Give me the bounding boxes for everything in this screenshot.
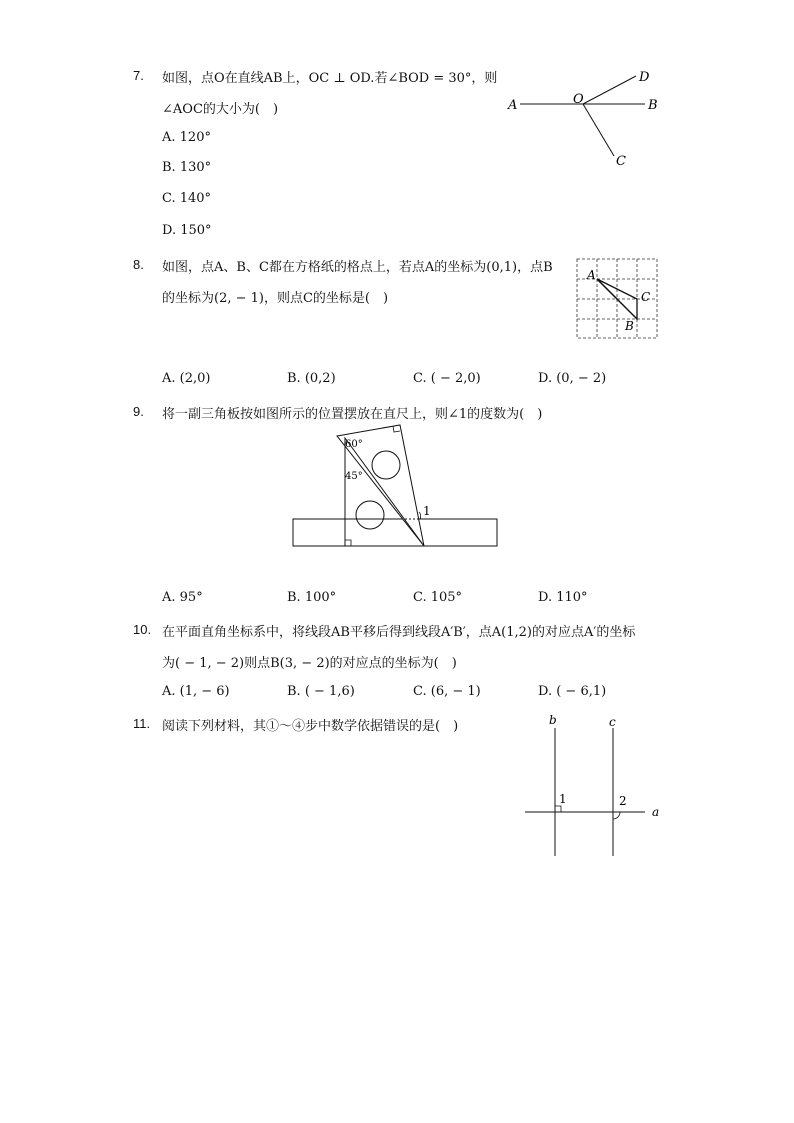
question-text-line: 为( − 1, − 2)则点B(3, − 2)的对应点的坐标为( ) [162, 656, 457, 671]
option-b[interactable]: B. 100° [287, 590, 337, 605]
question-text-line: 阅读下列材料，其①～④步中数学依据错误的是( ) [162, 719, 459, 734]
option-d[interactable]: D. (0, − 2) [538, 371, 607, 386]
question-text-line: 将一副三角板按如图所示的位置摆放在直尺上，则∠1的度数为( ) [162, 407, 543, 422]
option-b[interactable]: B. ( − 1,6) [287, 684, 355, 699]
option-c[interactable]: C. (6, − 1) [413, 684, 481, 699]
option-c[interactable]: C. ( − 2,0) [413, 371, 481, 386]
question-number: 8. [133, 257, 144, 272]
option-c[interactable]: C. 140° [162, 191, 212, 206]
option-a[interactable]: A. 120° [162, 130, 211, 145]
label-a: A [587, 268, 596, 282]
option-c[interactable]: C. 105° [413, 590, 463, 605]
question-text-line: 如图，点A、B、C都在方格纸的格点上，若点A的坐标为(0,1)，点B [162, 260, 553, 275]
label-angle-2: 2 [619, 794, 627, 808]
label-60: 60° [345, 439, 363, 450]
question-text-line: ∠AOC的大小为( ) [162, 102, 279, 117]
option-a[interactable]: A. 95° [162, 590, 203, 605]
option-d[interactable]: D. 110° [538, 590, 588, 605]
label-c: c [609, 715, 616, 729]
label-c: C [641, 290, 651, 304]
option-a[interactable]: A. (1, − 6) [162, 684, 230, 699]
option-b[interactable]: B. (0,2) [287, 371, 336, 386]
label-c: C [616, 154, 626, 169]
right-angle-mark [555, 806, 561, 812]
label-b: B [648, 98, 658, 113]
label-b: b [549, 713, 557, 727]
option-d[interactable]: D. ( − 6,1) [538, 684, 607, 699]
question-number: 10. [133, 622, 152, 637]
question-number: 7. [133, 68, 144, 83]
option-a[interactable]: A. (2,0) [162, 371, 211, 386]
label-a: A [508, 98, 518, 113]
label-o: O [573, 92, 584, 107]
question-text-line: 在平面直角坐标系中，将线段AB平移后得到线段A′B′，点A(1,2)的对应点A′的坐标 [162, 625, 636, 640]
question-text-line: 的坐标为(2, − 1)，则点C的坐标是( ) [162, 291, 389, 306]
option-b[interactable]: B. 130° [162, 160, 212, 175]
label-d: D [639, 70, 650, 85]
label-angle-1: 1 [559, 792, 567, 806]
label-45: 45° [345, 471, 363, 482]
question-number: 9. [133, 404, 144, 419]
label-b: B [625, 319, 634, 333]
question-number: 11. [133, 716, 151, 731]
question-text-line: 如图，点O在直线AB上，OC ⊥ OD.若∠BOD = 30°，则 [162, 71, 498, 86]
option-d[interactable]: D. 150° [162, 223, 212, 238]
label-a: a [652, 805, 660, 819]
label-angle-1: 1 [423, 504, 431, 518]
